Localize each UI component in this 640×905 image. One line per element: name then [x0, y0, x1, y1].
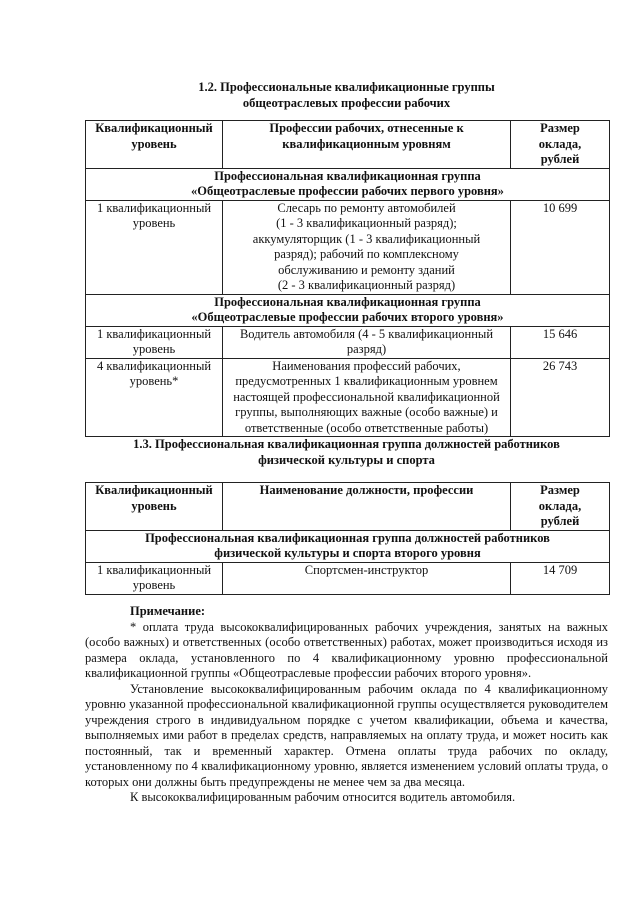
table-row — [86, 358, 610, 437]
header-profession: Профессии рабочих, отнесенные к квалификационным уровням — [223, 121, 511, 169]
profession-cell: Спортсмен-инструктор — [223, 562, 511, 594]
table-row — [86, 326, 610, 358]
group-row — [86, 168, 610, 200]
table-header-row — [86, 121, 610, 169]
table-header-row — [86, 483, 610, 531]
header-level: Квалификационный уровень — [86, 121, 223, 169]
group-row — [86, 294, 610, 326]
section-2-title: 1.3. Профессиональная квалификационная группа должностей работников физической культуры и спорта — [133, 437, 560, 467]
note-paragraph: К высококвалифицированным рабочим относится водитель автомобиля. — [130, 790, 516, 804]
level-cell: 1 квалификационный уровень — [86, 562, 223, 594]
header-position: Наименование должности, профессии — [223, 483, 511, 531]
group-heading: Профессиональная квалификационная группа «Общеотраслевые профессии рабочих второго уровня» — [86, 294, 610, 326]
table-row — [86, 200, 610, 294]
group-heading: Профессиональная квалификационная группа должностей работников физической культуры и спорта второго уровня — [86, 530, 610, 562]
section-1-title: 1.2. Профессиональные квалификационные группы общеотраслевых профессии рабочих — [198, 80, 495, 110]
header-level: Квалификационный уровень — [86, 483, 223, 531]
note-paragraph: Установление высококвалифицированным рабочим оклада по 4 квалификационному уровню указанной профессиональной квалификационной группы осуществляется руководителем учреждения строго в индивидуальном порядке с учетом квалификации, объема и качества, выполняемых ими работ в пределах средств, направляемых на оплату труда, и может носить как постоянный, так и временный характер. Отмена оплаты труда рабочих по окладу, установленному по 4 квалификационному уровню, является изменением условий оплаты труда, о которых они должны быть предупреждены не менее чем за два месяца. — [85, 681, 608, 789]
salary-cell: 15 646 — [511, 326, 610, 358]
profession-cell: Водитель автомобиля (4 - 5 квалификационный разряд) — [223, 326, 511, 358]
note-section — [85, 604, 608, 806]
header-salary: Размер оклада, рублей — [511, 483, 610, 531]
table-row — [86, 562, 610, 594]
table-sports-positions — [85, 482, 610, 595]
table-worker-professions — [85, 120, 610, 437]
note-heading: Примечание: — [130, 604, 206, 618]
level-cell: 1 квалификационный уровень — [86, 326, 223, 358]
level-cell: 4 квалификационный уровень* — [86, 358, 223, 437]
profession-cell: Слесарь по ремонту автомобилей (1 - 3 квалификационный разряд); аккумуляторщик (1 - 3 квалификационный разряд); рабочий по комплексному обслуживанию и ремонту зданий (2 - 3 квалификационный разряд) — [223, 200, 511, 294]
group-row — [86, 530, 610, 562]
header-salary: Размер оклада, рублей — [511, 121, 610, 169]
level-cell: 1 квалификационный уровень — [86, 200, 223, 294]
salary-cell: 26 743 — [511, 358, 610, 437]
salary-cell: 10 699 — [511, 200, 610, 294]
group-heading: Профессиональная квалификационная группа «Общеотраслевые профессии рабочих первого уровня» — [86, 168, 610, 200]
note-paragraph: * оплата труда высококвалифицированных рабочих учреждения, занятых на важных (особо важных) и ответственных (особо ответственных) работах, может производиться исходя из размера оклада, установленного по 4 квалификационному уровню профессиональной квалификационной группы «Общеотраслевые профессии рабочих второго уровня». — [85, 619, 608, 680]
profession-cell: Наименования профессий рабочих, предусмотренных 1 квалификационным уровнем настоящей профессиональной квалификационной группы, выполняющих важные (особо важные) и ответственные (особо ответственные работы) — [223, 358, 511, 437]
salary-cell: 14 709 — [511, 562, 610, 594]
